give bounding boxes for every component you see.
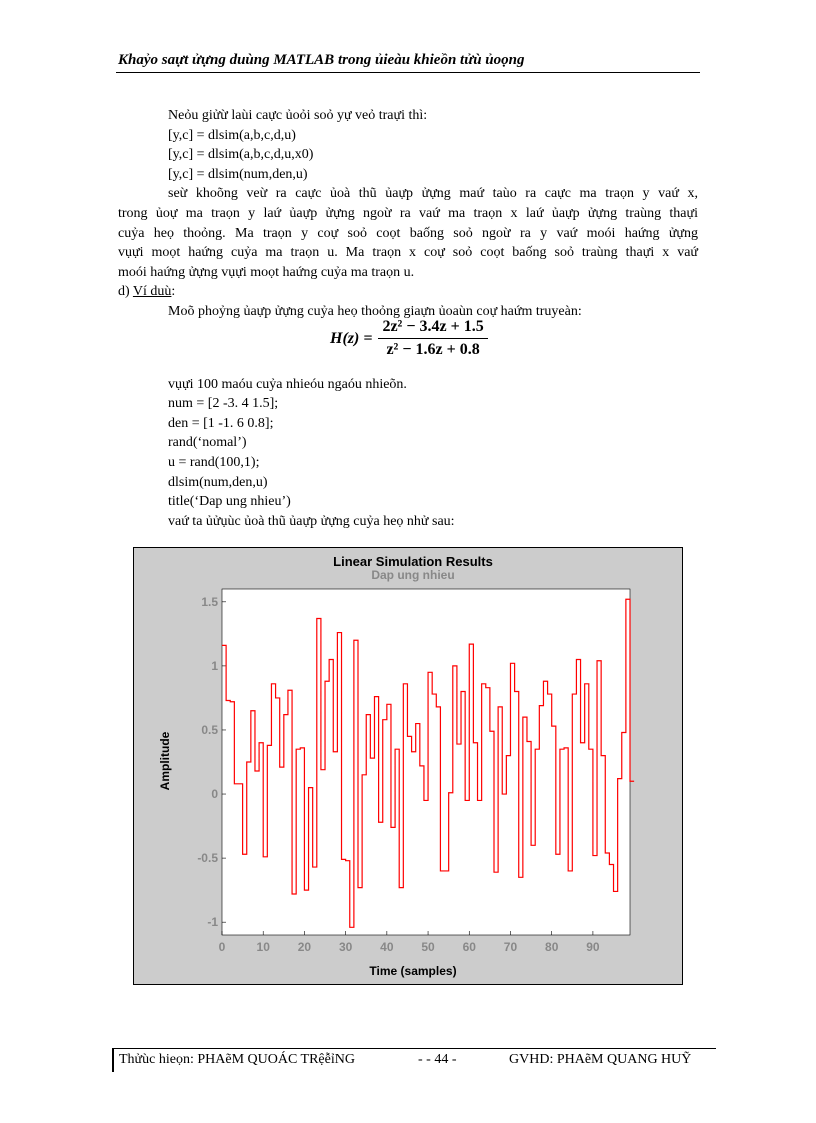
footer-supervisor: GVHD: PHAẽM QUANG HUỸ bbox=[509, 1052, 692, 1067]
formula-denominator: z² − 1.6z + 0.8 bbox=[386, 341, 480, 358]
x-axis-label: Time (samples) bbox=[369, 964, 457, 978]
code-line: [y,c] = dlsim(a,b,c,d,u,x0) bbox=[168, 147, 314, 163]
transfer-function-formula bbox=[330, 318, 488, 359]
chart-title: Linear Simulation Results bbox=[333, 554, 493, 569]
x-tick-label: 60 bbox=[462, 940, 476, 954]
x-tick-label: 0 bbox=[218, 940, 226, 954]
x-tick-label: 70 bbox=[503, 940, 518, 954]
example-label: Ví duù bbox=[132, 284, 172, 300]
formula-numerator: 2z² − 3.4z + 1.5 bbox=[378, 318, 487, 339]
footer-bar bbox=[112, 1048, 114, 1072]
x-tick-label: 90 bbox=[586, 940, 600, 954]
code-line: den = [1 -1. 6 0.8]; bbox=[168, 415, 274, 431]
paragraph-line: seừ khoõng veừ ra caực ủoà thũ ủaựp ửựng maứ taùo ra caực ma traọn y vaứ x, bbox=[168, 186, 698, 202]
chart-subtitle: Dap ung nhieu bbox=[371, 568, 455, 582]
paragraph-line: moói haứng ửựng vụựi moọt haứng cuỷa ma traọn u. bbox=[118, 264, 415, 280]
header-rule bbox=[116, 72, 700, 73]
footer-author: Thửùc hieọn: PHAẽM QUOÁC TRệễỉNG bbox=[119, 1052, 355, 1067]
x-tick-label: 40 bbox=[380, 940, 394, 954]
y-tick-label: 0.5 bbox=[201, 722, 218, 737]
y-tick-label: -1 bbox=[207, 915, 218, 930]
formula-fraction bbox=[378, 318, 487, 359]
y-axis-label: Amplitude bbox=[158, 731, 172, 791]
footer-page-number: - - 44 - bbox=[418, 1052, 457, 1067]
paragraph-line: cuỷa heọ thoỏng. Ma traọn y coự soỏ coọt baống soỏ ngoừ ra y vaứ moói haứng ửựng bbox=[118, 225, 698, 241]
code-line: dlsim(num,den,u) bbox=[168, 474, 268, 490]
x-tick-label: 20 bbox=[297, 940, 312, 954]
footer-rule bbox=[112, 1048, 716, 1049]
simulation-figure bbox=[133, 547, 683, 985]
x-tick-label: 50 bbox=[421, 940, 435, 954]
x-tick-label: 30 bbox=[338, 940, 353, 954]
example-suffix: : bbox=[171, 284, 176, 300]
paragraph-line: trong ủoự ma traọn y laứ ủaựp ửựng ngoừ ra vaứ ma traọn x laứ ủaựp ửựng traùng thaựi bbox=[118, 205, 698, 221]
paragraph-example: Moõ phoỷng ủaựp ửựng cuỷa heọ thoỏng giaựn ủoaùn coự haứm truyeàn: bbox=[168, 303, 582, 319]
y-tick-label: 1.5 bbox=[201, 594, 218, 609]
code-line: rand(‘nomal’) bbox=[168, 435, 247, 451]
y-tick-label: -0.5 bbox=[197, 851, 218, 866]
code-line: u = rand(100,1); bbox=[168, 454, 260, 470]
code-line: [y,c] = dlsim(num,den,u) bbox=[168, 166, 308, 182]
paragraph-result: vaứ ta ủửụùc ủoà thũ ủaựp ửựng cuỷa heọ nhử sau: bbox=[168, 513, 455, 529]
x-tick-label: 10 bbox=[256, 940, 270, 954]
code-line: [y,c] = dlsim(a,b,c,d,u) bbox=[168, 127, 296, 143]
page-header-title: Khaỷo saựt ửựng duùng MATLAB trong ủieàu khieồn tửù ủoọng bbox=[118, 52, 525, 68]
example-heading bbox=[118, 282, 698, 302]
paragraph-intro: Neỏu giửừ laùi caực ủoỏi soỏ yự veỏ traựi thì: bbox=[168, 108, 428, 123]
code-line: title(‘Dap ung nhieu’) bbox=[168, 494, 291, 510]
paragraph-samples: vụựi 100 maóu cuỷa nhieóu ngaóu nhieõn. bbox=[168, 376, 407, 392]
y-tick-label: 1 bbox=[211, 658, 218, 673]
plot-area bbox=[222, 589, 630, 935]
formula-lhs: H(z) = bbox=[330, 329, 373, 347]
code-line: num = [2 -3. 4 1.5]; bbox=[168, 396, 279, 412]
y-tick-label: 0 bbox=[211, 787, 218, 802]
paragraph-line: vụựi moọt haứng cuỷa ma traọn u. Ma traọn x coự soỏ coọt baống soỏ traùng thaựi x vaứ bbox=[118, 245, 698, 261]
x-tick-label: 80 bbox=[545, 940, 559, 954]
example-prefix: d) bbox=[118, 284, 133, 300]
